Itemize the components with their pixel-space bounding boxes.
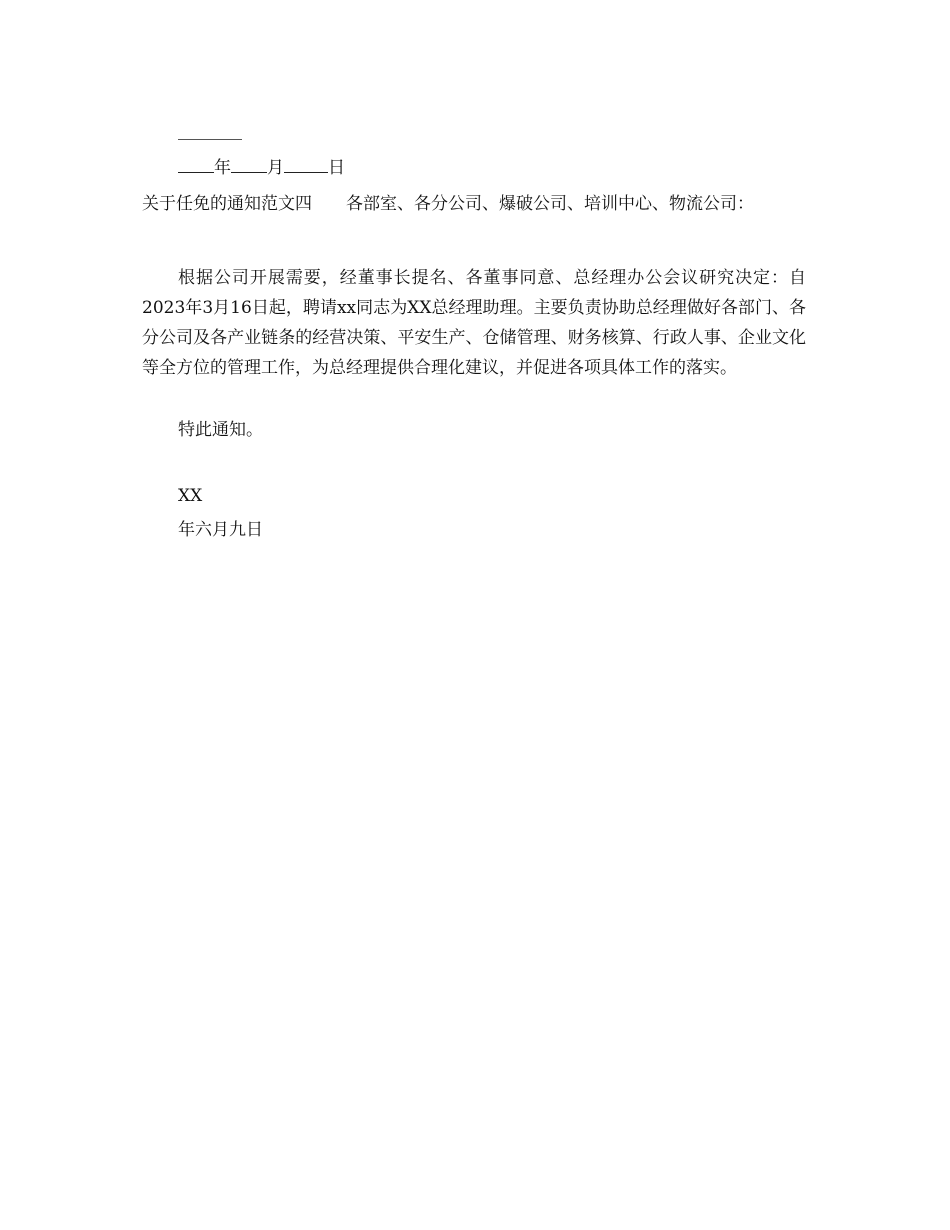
day-blank xyxy=(284,154,328,173)
signature-date: 年六月九日 xyxy=(178,520,263,540)
title-and-recipients: 关于任免的通知范文四 各部室、各分公司、爆破公司、培训中心、物流公司： xyxy=(142,194,754,214)
signature-name: XX xyxy=(178,486,203,506)
month-label: 月 xyxy=(267,158,284,178)
date-fill-line xyxy=(178,153,842,183)
closing-text: 特此通知。 xyxy=(178,420,263,440)
signature-blank-line xyxy=(178,139,242,140)
day-label: 日 xyxy=(328,158,345,178)
year-blank xyxy=(178,154,214,173)
body-paragraph: 根据公司开展需要，经董事长提名、各董事同意、总经理办公会议研究决定：自2023年3月16日起，聘请xx同志为XX总经理助理。主要负责协助总经理做好各部门、各分公司及各产业链条的经营决策、平安生产、仓储管理、财务核算、行政人事、企业文化等全方位的管理工作，为总经理提供合理化建议，并促进各项具体工作的落实。 xyxy=(142,268,806,378)
month-blank xyxy=(231,154,267,173)
year-label: 年 xyxy=(214,158,231,178)
